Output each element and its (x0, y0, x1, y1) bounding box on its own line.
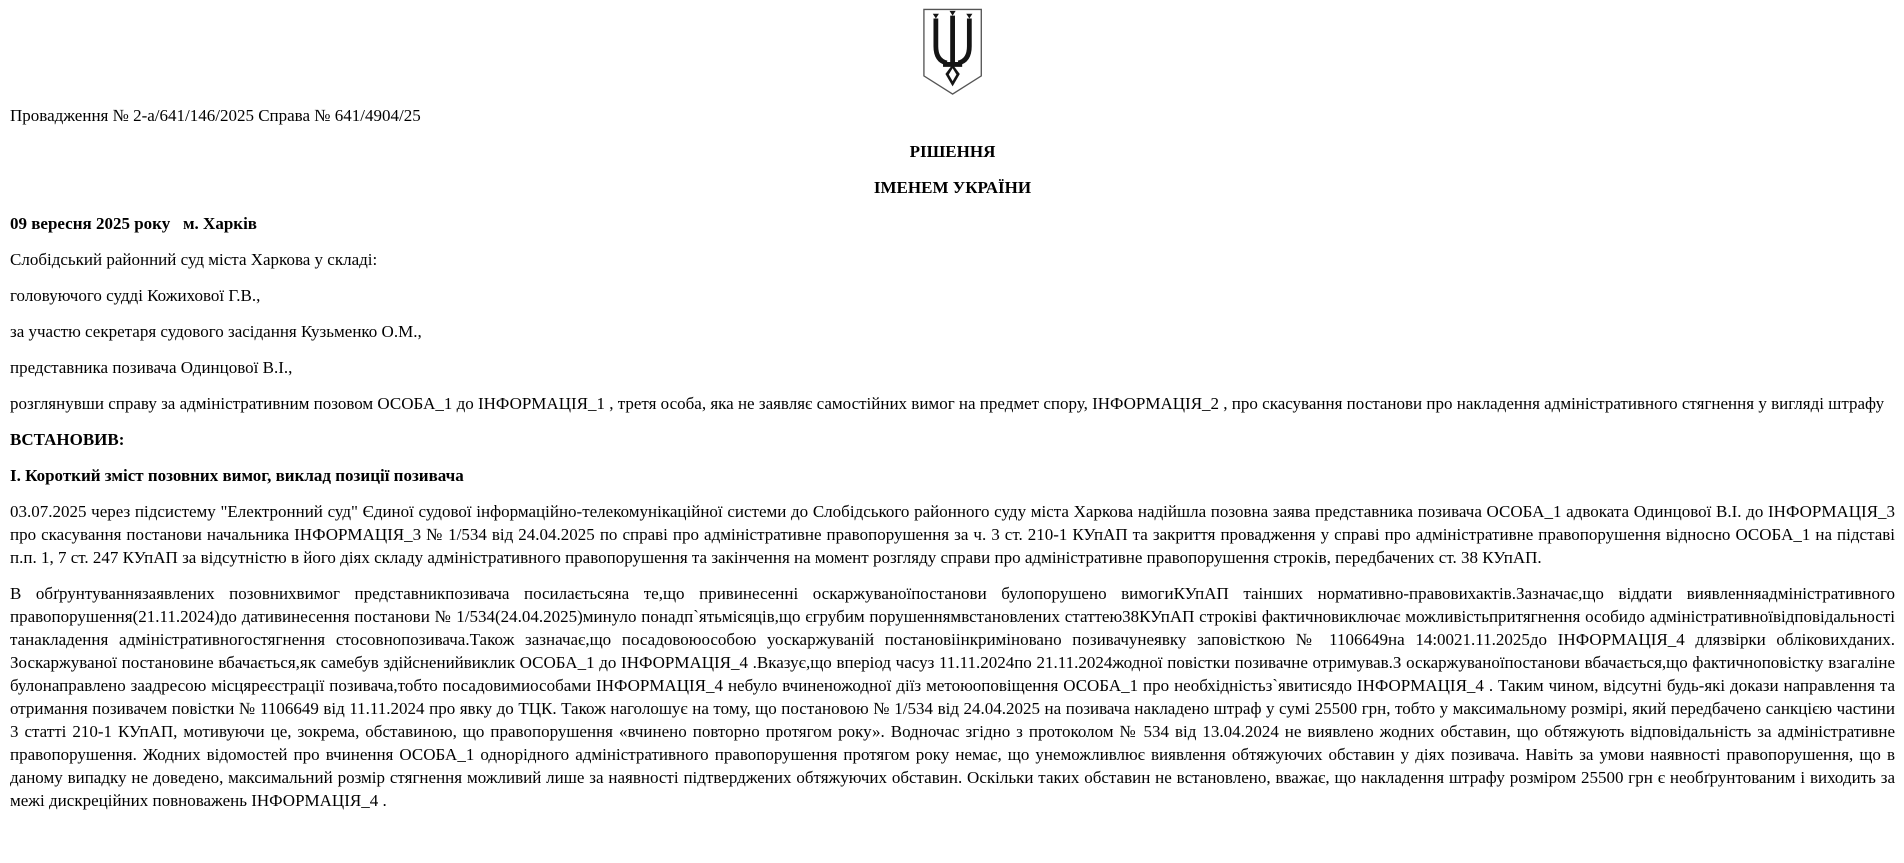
plaintiff-representative-line: представника позивача Одинцової В.І., (10, 358, 293, 377)
court-composition-line: Слобідський районний суд міста Харкова у складі: (10, 250, 378, 269)
date-and-place-line: 09 вересня 2025 року м. Харків (10, 214, 257, 233)
case-number-line: Провадження № 2-а/641/146/2025 Справа № 641/4904/25 (10, 106, 421, 125)
claim-summary-paragraph: 03.07.2025 через підсистему "Електронний суд" Єдиної судової інформаційно-телекомунікаційної системи до Слобідського районного суду міста Харкова надійшла позовна заява представника позивача ОСОБА_1 адвоката Одинцової В.І. до ІНФОРМАЦІЯ_3 про скасування постанови начальника ІНФОРМАЦІЯ_3 № 1/534 від 24.04.2025 по справі про адміністративне правопорушення за ч. 3 ст. 210-1 КУпАП та закриття провадження у справі про адміністративне правопорушення відносно ОСОБА_1 на підставі п.п. 1, 7 ст. 247 КУпАП за відсутністю в його діях складу адміністративного правопорушення та закінчення на момент розгляду справи про адміністративне правопорушення строків, передбачених ст. 38 КУпАП. (10, 502, 1895, 567)
section-1-heading: І. Короткий зміст позовних вимог, виклад позиції позивача (10, 466, 464, 485)
claim-substantiation-paragraph: В обґрунтуваннязаявлених позовнихвимог представникпозивача посилаєтьсяна те,що привинесенні оскаржуваноїпостанови булопорушено вимогиКУпАП таінших нормативно-правовихактів.Зазначає,що віддати виявленняадміністративного правопорушення(21.11.2024)до дативинесення постанови № 1/534(24.04.2025)минуло понадп`ятьмісяців,що єгрубим порушеннямвстановлених статтею38КУпАП строківі фактичновиключає можливістьпритягнення особидо адміністративноївідповідальності танакладення адміністративногостягнення стосовнопозивача.Також зазначає,що посадовоюособою уоскаржуваній постановіінкриміновано позивачунеявку заповісткою № 1106649на 14:0021.11.2025до ІНФОРМАЦІЯ_4 длязвірки обліковихданих. Зоскаржуваної постановине вбачається,як самебув здійсненийвиклик ОСОБА_1 до ІНФОРМАЦІЯ_4 .Вказує,що вперіод часуз 11.11.2024по 21.11.2024жодної повістки позивачне отримував.З оскаржуваноїпостанови вбачається,що фактичноповістку взагаліне булонаправлено заадресою місцяреєстрації позивача,тобто посадовимиособами ІНФОРМАЦІЯ_4 небуло вчиненожодної діїз метоюоповіщення ОСОБА_1 про необхідністьз`явитисядо ІНФОРМАЦІЯ_4 . Таким чином, відсутні будь-які докази направлення та отримання позивачем повістки № 1106649 від 11.11.2024 про явку до ТЦК. Також наголошує на тому, що постановою № 1/534 від 24.04.2025 на позивача накладено штраф у сумі 25500 грн, тобто у максимальному розмірі, який передбачено санкцією частини 3 статті 210-1 КУпАП, мотивуючи це, зокрема, обставиною, що правопорушення «вчинено повторно протягом року». Водночас згідно з протоколом № 534 від 13.04.2024 не виявлено жодних обставин, що обтяжують відповідальність за адміністративне правопорушення. Жодних відомостей про вчинення ОСОБА_1 однорідного адміністративного правопорушення протягом року немає, що унеможливлює виявлення обтяжуючих обставин у діях позивача. Навіть за умови наявності правопорушення, що в даному випадку не доведено, максимальний розмір стягнення можливий лише за наявності підтверджених обтяжуючих обставин. Оскільки таких обставин не встановлено, вважає, що накладення штрафу розміром 25500 грн є необґрунтованим і виходить за межі дискреційних повноважень ІНФОРМАЦІЯ_4 . (10, 584, 1895, 810)
in-the-name-of-ukraine-title: ІМЕНЕМ УКРАЇНИ (873, 178, 1032, 197)
emblem-container (10, 8, 1895, 98)
secretary-line: за участю секретаря судового засідання Кузьменко О.М., (10, 322, 422, 341)
established-heading: ВСТАНОВИВ: (10, 430, 125, 449)
ukraine-trident-icon (922, 8, 983, 96)
presiding-judge-line: головуючого судді Кожихової Г.В., (10, 286, 261, 305)
decision-title: РІШЕННЯ (909, 142, 996, 161)
case-subject-paragraph: розглянувши справу за адміністративним позовом ОСОБА_1 до ІНФОРМАЦІЯ_1 , третя особа, яка не заявляє самостійних вимог на предмет спору, ІНФОРМАЦІЯ_2 , про скасування постанови про накладення адміністративного стягнення у вигляді штрафу (10, 394, 1885, 413)
